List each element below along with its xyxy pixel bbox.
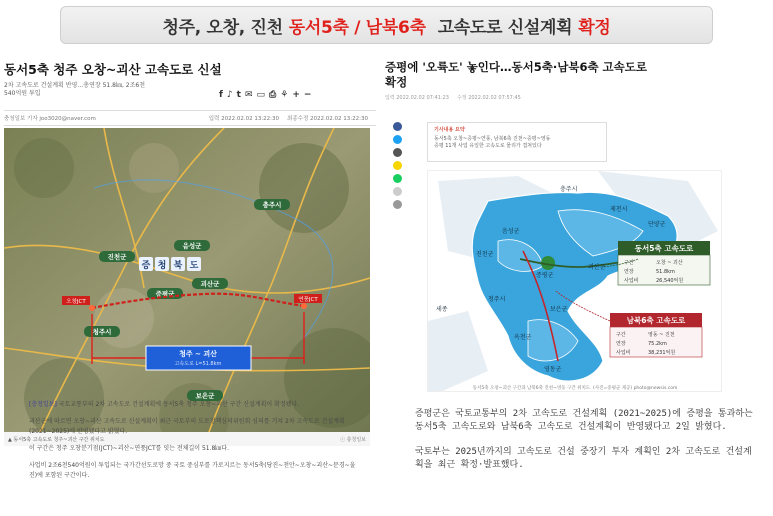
reporter-byline[interactable]: 충청일보 기자 joo3020@naver.com <box>4 116 96 122</box>
banner-regions: 청주, 오창, 진천 <box>162 17 283 38</box>
box1-row-value: 51.8km <box>656 269 675 275</box>
font-increase-button[interactable]: + <box>292 90 300 100</box>
right-published-date: 입력 2022.02.02 07:41:23 <box>385 95 449 101</box>
right-title-line1: 증평에 '오륙도' 놓인다…동서5축·남북6축 고속도로 <box>385 60 647 74</box>
left-article <box>4 60 376 516</box>
route-info-box <box>146 346 251 370</box>
route-detail: 고속도로 L=51.8km <box>174 361 222 367</box>
map-credit: ⓒ 충청일보 <box>340 437 366 443</box>
box1-title: 동서5축 고속도로 <box>634 244 694 253</box>
email-share-icon[interactable]: ✉ <box>244 90 253 100</box>
place-label: 제천시 <box>610 206 628 213</box>
twitter-icon[interactable] <box>393 135 402 144</box>
left-body-paragraph: 괴산군에 따르면 오창~괴산 고속도로 신설계획이 최근 국토부의 도로정책심의위원회 심의를 거쳐 2차 고속도로 건설계획(2021~2025)에 반영됐다고 밝혔다. <box>29 418 345 435</box>
box2-row-key: 사업비 <box>616 350 631 356</box>
right-title-line2: 확정 <box>385 75 408 89</box>
svg-text:청: 청 <box>157 261 167 271</box>
right-article-meta <box>385 94 769 101</box>
box2-row-key: 구간 <box>616 332 626 338</box>
place-label: 음성군 <box>182 242 202 250</box>
link-icon[interactable] <box>393 148 402 157</box>
print-icon[interactable]: ⎙ <box>269 90 277 100</box>
place-label: 영동군 <box>544 366 562 373</box>
left-body-paragraph: 사업비 2조6천540억원이 투입되는 국가간선도로망 중 국토 중심부를 가로지르는 동서5축(당진~천안~오창~괴산~문경~울진)에 포함된 구간이다. <box>29 462 356 479</box>
left-map-svg <box>4 128 370 446</box>
summary-line: 증평 11개 사업 유일한 고속도로 물리가 겹쳐있다 <box>434 143 542 149</box>
place-label: 옥천군 <box>514 334 532 341</box>
left-subtitle-line1: 2차 고속도로 건설계획 반영…총연장 51.8㎞, 2조6천 <box>4 82 145 89</box>
right-body-paragraph: 증평군은 국토교통부의 2차 고속도로 건설계획 (2021~2025)에 증평을 통과하는 동서5축 고속도로와 남북6축 고속도로 건설계획이 반영됐다고 2일 밝혔다. <box>415 409 753 432</box>
place-label: 증평군 <box>536 272 554 279</box>
right-article <box>385 60 769 516</box>
svg-text:도: 도 <box>189 261 199 271</box>
modified-date: 최종수정 2022.02.02 13:22:30 <box>287 116 368 122</box>
place-label: 단양군 <box>648 221 666 228</box>
print-icon[interactable] <box>393 200 402 209</box>
place-label: 충주시 <box>560 186 578 193</box>
music-share-icon[interactable]: ♪ <box>226 90 233 100</box>
left-article-body <box>29 400 359 488</box>
summary-heading: 기사내용 요약 <box>434 127 465 133</box>
facebook-share-icon[interactable]: f <box>219 90 223 100</box>
left-body-paragraph: 이 구간은 청주 오창분기점(JCT)~괴산~연풍JCT를 잇는 전체길이 51.8㎞다. <box>29 445 230 452</box>
east-west-info-box <box>618 241 710 285</box>
place-label: 괴산군 <box>200 280 220 288</box>
box2-row-value: 영동 ~ 진천 <box>648 332 675 338</box>
published-date: 입력 2022.02.02 13:22:30 <box>208 116 280 122</box>
banner-axes: 동서5축 / 남북6축 <box>288 17 426 38</box>
map-source: 동서5축 오창~괴산 구간과 남북6축 진천~영동 구간 위치도. (사진=증평군 제공) photo@newsis.com <box>472 386 678 391</box>
left-body-paragraph: [충청일보] 국토교통부의 2차 고속도로 건설계획에 동서5축 청주 오창~괴산 구간 신설계획이 확정됐다. <box>29 401 300 408</box>
left-body-lead: [충청일보] <box>29 401 57 408</box>
place-label: 진천군 <box>107 253 127 261</box>
banner-confirmed: 확정 <box>578 17 611 38</box>
left-article-title[interactable]: 동서5축 청주 오창~괴산 고속도로 신설 <box>4 62 222 77</box>
right-map-svg <box>428 171 722 392</box>
svg-text:증: 증 <box>141 261 151 271</box>
place-label: 세종 <box>436 306 448 313</box>
kakao-icon[interactable] <box>393 161 402 170</box>
box2-title: 남북6축 고속도로 <box>626 316 686 325</box>
box2-row-value: 38,231억원 <box>648 350 676 356</box>
article-toolbar <box>219 90 311 100</box>
place-label: 청주시 <box>488 296 506 303</box>
place-label: 진천군 <box>476 251 494 258</box>
box1-row-key: 연장 <box>624 269 634 275</box>
route-title: 청주 ~ 괴산 <box>179 350 217 358</box>
right-region-map <box>427 170 722 392</box>
box1-row-value: 26,540억원 <box>656 278 684 284</box>
map-caption: ▲ 동서5축 고속도로 청주~괴산 구간 위치도 <box>8 437 105 443</box>
route-endpoint-right <box>301 303 307 309</box>
route-endpoint-left <box>89 305 95 311</box>
box2-row-value: 75.2km <box>648 341 667 347</box>
right-article-body <box>415 408 760 484</box>
facebook-icon[interactable] <box>393 122 402 131</box>
summary-line: 동서5축 오창~증평~연풍, 남북6축 진천~증평~영동 <box>434 136 551 142</box>
place-label: 보은군 <box>195 392 215 400</box>
left-satellite-map <box>4 128 370 446</box>
left-article-meta <box>4 110 376 126</box>
box1-row-value: 오창 ~ 괴산 <box>656 260 683 266</box>
right-modified-date: 수정 2022.02.02 07:57:45 <box>456 95 521 101</box>
box1-row-key: 사업비 <box>624 278 639 284</box>
share-sidebar <box>393 122 402 209</box>
headline-banner <box>60 6 713 44</box>
north-south-info-box <box>610 313 702 357</box>
box2-row-key: 연장 <box>616 341 626 347</box>
scrap-icon[interactable]: ▭ <box>256 90 266 100</box>
article-summary <box>427 122 607 162</box>
banner-plan: 고속도로 신설계획 <box>437 17 573 38</box>
box1-row-key: 구간 <box>624 260 634 266</box>
svg-text:북: 북 <box>173 261 183 271</box>
right-article-title[interactable] <box>385 60 769 90</box>
right-body-paragraph: 국토부는 2025년까지의 고속도로 건설 중장기 투자 계획인 2차 고속도로 건설계획을 최근 확정·발표했다. <box>415 447 752 470</box>
place-label: 보은군 <box>550 306 568 313</box>
place-label: 충주시 <box>262 201 282 209</box>
place-label: 괴산군 <box>588 264 606 271</box>
left-article-subtitle <box>4 82 376 98</box>
place-label: 증평군 <box>155 290 175 298</box>
jct-right-label: 연풍JCT <box>298 297 318 303</box>
bookmark-icon[interactable]: ⚘ <box>280 90 289 100</box>
left-subtitle-line2: 540억원 투입 <box>4 90 41 97</box>
font-decrease-button[interactable]: − <box>303 90 312 100</box>
twitter-share-icon[interactable]: t <box>236 90 241 100</box>
naver-icon[interactable] <box>393 174 402 183</box>
place-label: 청주시 <box>92 328 112 336</box>
more-icon[interactable] <box>393 187 402 196</box>
place-label: 음성군 <box>502 228 520 235</box>
jct-left-label: 오창JCT <box>66 299 86 305</box>
